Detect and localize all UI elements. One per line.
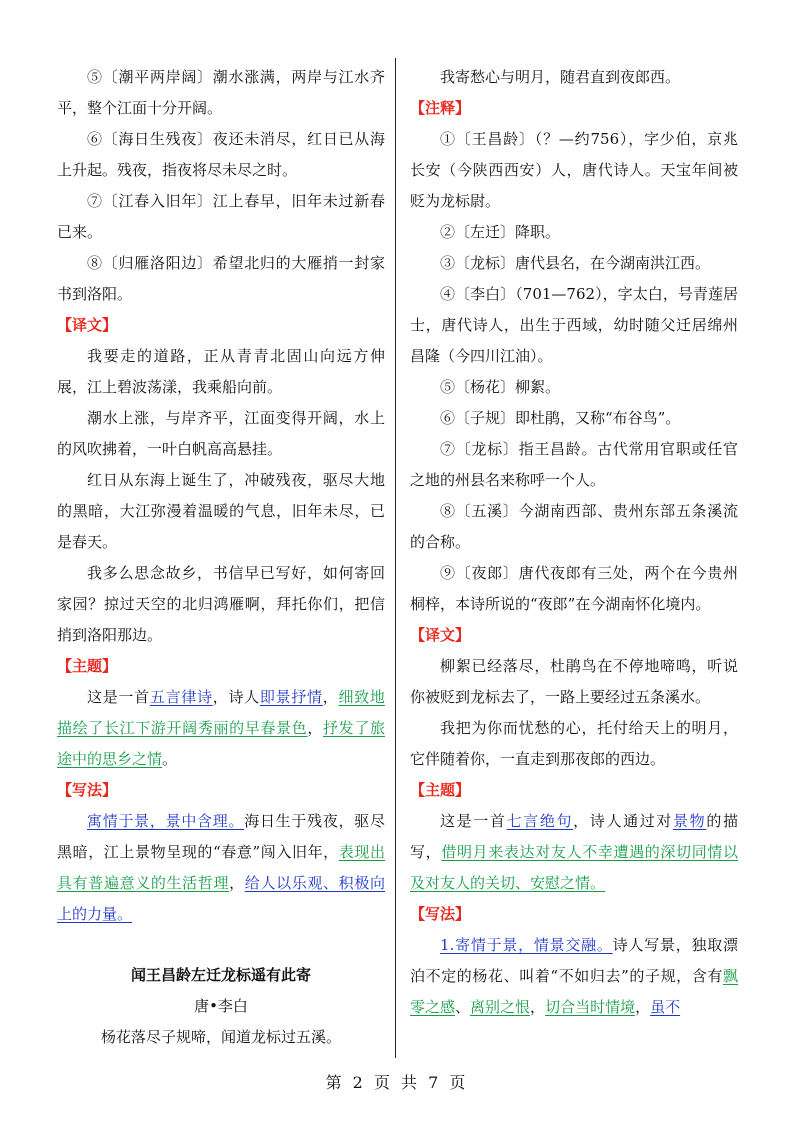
translation-para-1: 我要走的道路，正从青青北固山向远方伸展，江上碧波荡漾，我乘船向前。	[57, 347, 385, 396]
technique-point: 飘零之感	[410, 967, 738, 1016]
technique-text: ，	[635, 998, 651, 1016]
theme-text: ，	[307, 719, 324, 737]
poem-line-1: 杨花落尽子规啼，闻道龙标过五溪。	[100, 1028, 341, 1046]
technique-paragraph	[410, 930, 738, 1023]
technique-key: 1.寄情于景，情景交融。	[440, 936, 613, 954]
technique-paragraph	[57, 806, 385, 930]
note-8: ⑧〔归雁洛阳边〕希望北归的大雁捎一封家书到洛阳。	[57, 254, 385, 303]
theme-paragraph	[410, 806, 738, 899]
notes-heading: 【注释】	[410, 99, 471, 117]
translation-heading: 【译文】	[57, 316, 118, 334]
theme-text: ，诗人通过对	[573, 812, 674, 830]
technique-point: 切合当时情境	[545, 998, 636, 1016]
theme-text: 这是一首	[87, 688, 150, 706]
technique-key: 寓情于景，景中含理。	[87, 812, 245, 830]
theme-heading: 【主题】	[410, 781, 471, 799]
left-column	[57, 62, 385, 1053]
translation-heading: 【译文】	[410, 626, 471, 644]
translation-para-2: 我把为你而忧愁的心，托付给天上的明月，它伴随着你，一直走到那夜郎的西边。	[410, 719, 738, 768]
translation-para-1: 柳絮已经落尽，杜鹃鸟在不停地啼鸣，听说你被贬到龙标去了，一路上要经过五条溪水。	[410, 657, 738, 706]
theme-text: ，	[322, 688, 339, 706]
note-9: ⑨〔夜郎〕唐代夜郎有三处，两个在今贵州桐梓，本诗所说的“夜郎”在今湖南怀化境内。	[410, 564, 738, 613]
theme-paragraph	[57, 682, 385, 775]
note-7: ⑦〔江春入旧年〕江上春早，旧年未过新春已来。	[57, 192, 385, 241]
note-4: ④〔李白〕（701—762），字太白，号青莲居士，唐代诗人，出生于西域，幼时随父迁居绵州昌隆（今四川江油）。	[410, 285, 738, 365]
technique-point: 虽不	[650, 998, 681, 1016]
poem-title: 闻王昌龄左迁龙标遥有此寄	[130, 966, 311, 984]
note-1: ①〔王昌龄〕（？—约756），字少伯，京兆长安（今陕西西安）人，唐代诗人。天宝年间被贬为龙标尉。	[410, 130, 738, 210]
theme-heading: 【主题】	[57, 657, 118, 675]
theme-text: 。	[162, 750, 178, 768]
technique-effect: 给人以乐观、积极向上的力量。	[57, 874, 385, 923]
column-divider	[395, 58, 396, 1058]
note-5: ⑤〔杨花〕柳絮。	[440, 378, 561, 396]
poem-author: 唐•李白	[194, 997, 248, 1015]
translation-para-4: 我多么思念故乡，书信早已写好，如何寄回家园？掠过天空的北归鸿雁啊，拜托你们，把信捎到洛阳那边。	[57, 564, 385, 644]
theme-content: 细致地描绘了长江下游开阔秀丽的早春景色	[57, 688, 385, 737]
technique-text: ，	[229, 874, 245, 892]
theme-method: 即景抒情	[259, 688, 323, 706]
right-column	[410, 62, 738, 1023]
poem-line-2: 我寄愁心与明月，随君直到夜郎西。	[440, 68, 681, 86]
technique-point: 表现出具有普遍意义的生活哲理	[57, 843, 385, 892]
note-5: ⑤〔潮平两岸阔〕潮水涨满，两岸与江水齐平，整个江面十分开阔。	[57, 68, 385, 117]
theme-object: 景物	[673, 812, 707, 830]
note-3: ③〔龙标〕唐代县名，在今湖南洪江西。	[440, 254, 711, 272]
technique-text: 海日生于残夜，驱尽黑暗，江上景物呈现的“春意”闯入旧年，	[57, 812, 385, 861]
translation-para-3: 红日从东海上诞生了，冲破残夜，驱尽大地的黑暗，大江弥漫着温暖的气息，旧年未尽，已是春天。	[57, 471, 385, 551]
note-8: ⑧〔五溪〕今湖南西部、贵州东部五条溪流的合称。	[410, 502, 738, 551]
theme-text: ，诗人	[212, 688, 260, 706]
technique-text: ，	[530, 998, 546, 1016]
theme-text: 的描写，	[410, 812, 738, 861]
theme-emotion: 抒发了旅途中的思乡之情	[57, 719, 385, 768]
note-6: ⑥〔海日生残夜〕夜还未消尽，红日已从海上升起。残夜，指夜将尽未尽之时。	[57, 130, 385, 179]
theme-genre: 五言律诗	[149, 688, 213, 706]
technique-text: 诗人写景，独取漂泊不定的杨花、叫着“不如归去”的子规，含有	[410, 936, 738, 985]
technique-text: 、	[455, 998, 471, 1016]
note-7: ⑦〔龙标〕指王昌龄。古代常用官职或任官之地的州县名来称呼一个人。	[410, 440, 738, 489]
page-footer: 第 2 页 共 7 页	[325, 1073, 469, 1092]
theme-genre: 七言绝句	[506, 812, 574, 830]
technique-point: 离别之恨	[470, 998, 531, 1016]
theme-content: 借明月来表达对友人不幸遭遇的深切同情以及对友人的关切、安慰之情。	[410, 843, 738, 892]
technique-heading: 【写法】	[57, 781, 118, 799]
note-2: ②〔左迁〕降职。	[440, 223, 561, 241]
theme-text: 这是一首	[440, 812, 507, 830]
translation-para-2: 潮水上涨，与岸齐平，江面变得开阔，水上的风吹拂着，一叶白帆高高悬挂。	[57, 409, 385, 458]
note-6: ⑥〔子规〕即杜鹃，又称“布谷鸟”。	[440, 409, 681, 427]
technique-heading: 【写法】	[410, 905, 471, 923]
